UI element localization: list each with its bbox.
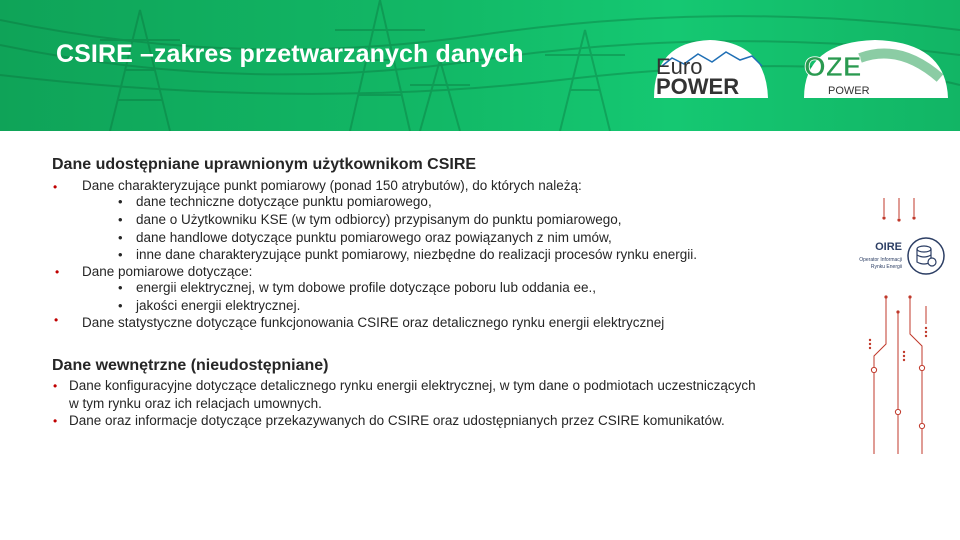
bullet-icon: • [118, 280, 123, 295]
sub-list-item: inne dane charakteryzujące punkt pomiarowy, niezbędne do realizacji procesów rynku energii. [136, 247, 698, 262]
bullet-icon: • [118, 230, 123, 245]
svg-text:POWER: POWER [656, 74, 740, 98]
sub-list-item: dane o Użytkowniku KSE (w tym odbiorcy) przypisanym do punktu pomiarowego, [136, 212, 622, 227]
list-item: Dane konfiguracyjne dotyczące detalicznego rynku energii elektrycznej, w tym dane o podmiotach uczestniczących [69, 378, 756, 393]
list-item: Dane statystyczne dotyczące funkcjonowania CSIRE oraz detalicznego rynku energii elektrycznej [82, 315, 665, 330]
sub-list-item: energii elektrycznej, w tym dobowe profile dotyczące poboru lub oddania ee., [136, 280, 597, 295]
svg-text:OZE: OZE [804, 51, 862, 82]
ozepower-logo [800, 38, 950, 98]
bullet-icon: • [118, 247, 123, 262]
sub-list-item: dane techniczne dotyczące punktu pomiarowego, [136, 194, 432, 209]
list-item: Dane oraz informacje dotyczące przekazywanych do CSIRE oraz udostępnianych przez CSIRE komunikatów. [69, 413, 725, 428]
bullet-icon: • [118, 298, 123, 313]
svg-text:POWER: POWER [828, 85, 870, 97]
bullet-icon: • [54, 313, 59, 327]
sub-list-item: jakości energii elektrycznej. [136, 298, 301, 313]
bullet-icon: • [53, 180, 58, 194]
list-item-continuation: w tym rynku oraz ich relacjach umownych. [69, 396, 322, 411]
list-item: Dane charakteryzujące punkt pomiarowy (ponad 150 atrybutów), do których należą: [82, 178, 582, 193]
bullet-icon: • [118, 194, 123, 209]
svg-text:Euro: Euro [656, 54, 703, 79]
europower-logo [652, 36, 770, 98]
oire-logo-circuit [836, 194, 956, 464]
bullet-icon: • [53, 414, 58, 428]
sub-list-item: dane handlowe dotyczące punktu pomiarowego oraz powiązanych z nim umów, [136, 230, 612, 245]
bullet-icon: • [118, 212, 123, 227]
internal-data-heading: Dane wewnętrzne (nieudostępniane) [52, 357, 329, 374]
header-banner [0, 0, 960, 131]
bullet-icon: • [55, 265, 60, 279]
svg-text:OIRE: OIRE [875, 241, 902, 253]
list-item: Dane pomiarowe dotyczące: [82, 264, 253, 279]
shared-data-heading: Dane udostępniane uprawnionym użytkownikom CSIRE [52, 156, 477, 173]
svg-text:Operator Informacji: Operator Informacji [859, 257, 902, 263]
page-title: CSIRE –zakres przetwarzanych danych [56, 40, 524, 68]
svg-text:Rynku Energii: Rynku Energii [870, 264, 902, 270]
bullet-icon: • [53, 379, 58, 393]
